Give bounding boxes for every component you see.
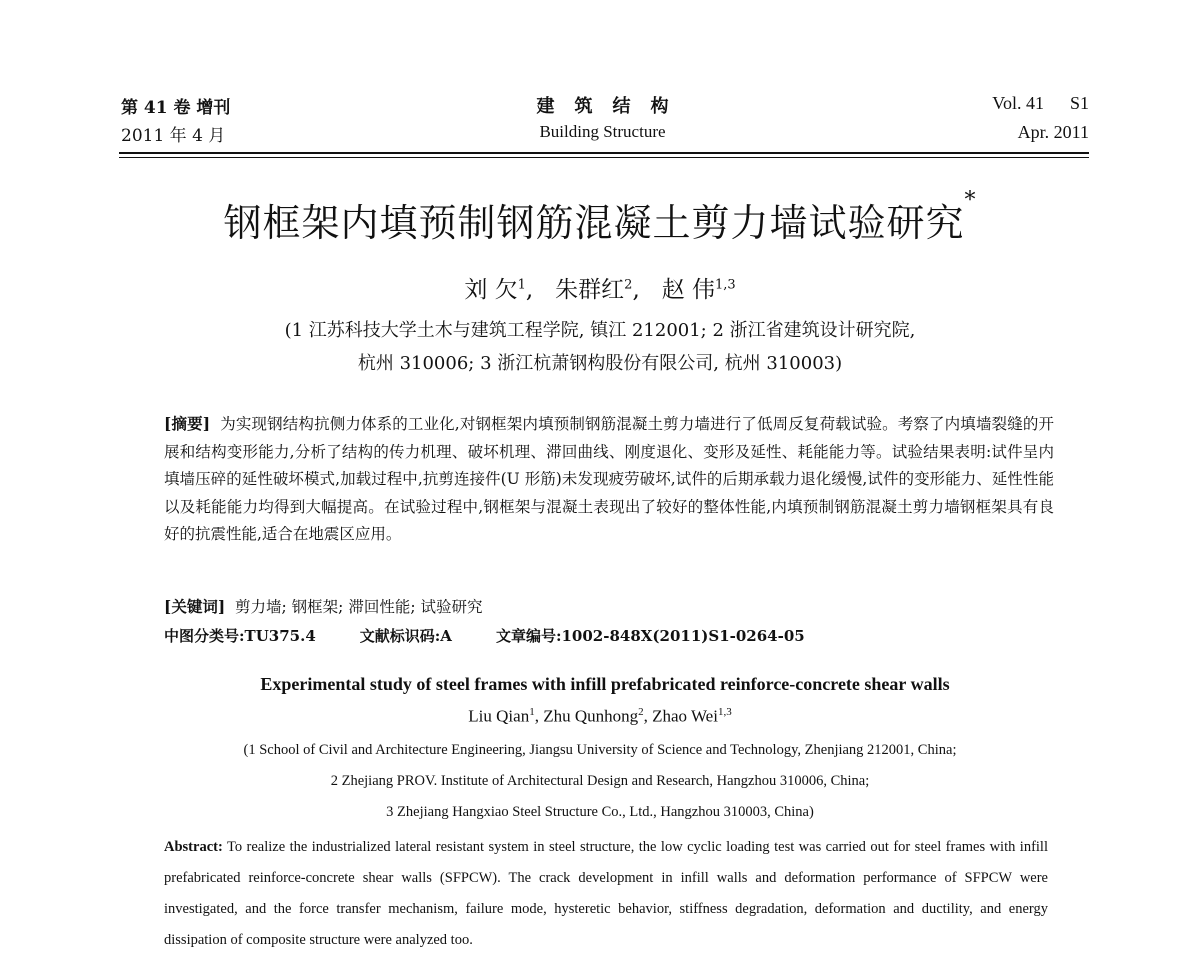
author-en-sup: 2: [638, 706, 644, 718]
authors-zh: [0, 271, 1200, 304]
classification-zh: [164, 625, 849, 646]
header-volume-issue-zh: 第 41 卷 增刊: [121, 98, 231, 118]
abstract-zh-text: 为实现钢结构抗侧力体系的工业化,对钢框架内填预制钢筋混凝土剪力墙进行了低周反复荷载试验。考察了内填墙裂缝的开展和结构变形能力,分析了结构的传力机理、破坏机理、滞回曲线、刚度退化、变形及延性、耗能能力等。试验结果表明:试件呈内填墙压碎的延性破坏模式,加载过程中,抗剪连接件(U 形筋)未发现疲劳破坏,试件的后期承载力退化缓慢,试件的变形能力、延性性能以及耗能能力均得到大幅提高。在试验过程中,钢框架与混凝土表现出了较好的整体性能,内填预制钢筋混凝土剪力墙钢框架具有良好的抗震性能,适合在地震区应用。: [164, 415, 1055, 543]
abstract-en-text: To realize the industrialized lateral resistant system in steel structure, the low cyclic loading test was carried out for steel frames with infill prefabricated reinforce-concrete shear walls (SFPCW). The crack development in infill walls and deformation performance of SFPCW were investigated, and the force transfer mechanism, failure mode, hysteretic behavior, stiffness degradation, deformation and ductility, and energy dissipation of composite structure were analyzed too.: [164, 839, 1048, 948]
paper-title-zh-text: 钢框架内填预制钢筋混凝土剪力墙试验研究: [223, 201, 965, 245]
abstract-en: [164, 832, 1048, 956]
clc-number: 中图分类号:TU375.4: [164, 627, 316, 645]
affiliation-en-line1: (1 School of Civil and Architecture Engineering, Jiangsu University of Science and Technology, Zhenjiang 212001, China;: [243, 742, 957, 758]
author-zh-sup: 2: [624, 277, 633, 293]
author-en-sup: 1: [529, 706, 535, 718]
author-zh-sup: 1: [517, 277, 526, 293]
document-code: 文献标识码:A: [359, 627, 452, 645]
author-zh-name: 刘 欠: [464, 277, 518, 303]
header-rule-thick: [119, 152, 1089, 154]
header-volume-en: [992, 93, 1089, 114]
author-separator: ,: [534, 706, 539, 726]
affiliation-en-line2: 2 Zhejiang PROV. Institute of Architectural Design and Research, Hangzhou 310006, China;: [330, 773, 870, 789]
header-date-zh: 2011 年 4 月: [121, 126, 226, 146]
author-zh-sup: 1,3: [715, 277, 736, 293]
paper-title-en: Experimental study of steel frames with infill prefabricated reinforce-concrete shear walls: [260, 674, 950, 694]
author-en-name: Liu Qian: [468, 706, 530, 726]
abstract-en-label: Abstract:: [164, 839, 223, 855]
header-date-en: Apr. 2011: [1017, 122, 1089, 142]
title-footnote-mark: *: [964, 188, 977, 213]
author-en-sup: 1,3: [717, 706, 732, 718]
keywords-zh-text: 剪力墙; 钢框架; 滞回性能; 试验研究: [235, 598, 483, 616]
header-supplement: S1: [1069, 93, 1089, 113]
abstract-zh-label: [摘要]: [164, 414, 211, 433]
abstract-zh: [164, 410, 1054, 549]
author-zh-name: 赵 伟: [661, 277, 715, 303]
author-en-name: Zhu Qunhong: [543, 706, 639, 726]
author-separator: ,: [632, 277, 640, 303]
header-rule-thin: [119, 157, 1089, 158]
keywords-zh-label: [关键词]: [164, 597, 226, 616]
keywords-zh: [164, 595, 482, 617]
affiliation-en-line3: 3 Zhejiang Hangxiao Steel Structure Co., Ltd., Hangzhou 310003, China): [386, 804, 814, 820]
author-en-name: Zhao Wei: [652, 706, 718, 726]
header-volume-number: Vol. 41: [992, 93, 1044, 113]
header-journal-zh: 建筑结构: [536, 96, 689, 117]
authors-en: [0, 706, 1200, 727]
article-number: 文章编号:1002-848X(2011)S1-0264-05: [495, 627, 805, 645]
author-zh-name: 朱群红: [555, 277, 625, 303]
header-journal-en: Building Structure: [539, 122, 666, 141]
affiliation-zh-line1: (1 江苏科技大学土木与建筑工程学院, 镇江 212001; 2 浙江省建筑设计研究院,: [284, 320, 916, 341]
paper-title-zh: [0, 188, 1200, 247]
affiliation-zh-line2: 杭州 310006; 3 浙江杭萧钢构股份有限公司, 杭州 310003): [357, 353, 843, 374]
author-separator: ,: [525, 277, 534, 303]
author-separator: ,: [643, 706, 648, 726]
